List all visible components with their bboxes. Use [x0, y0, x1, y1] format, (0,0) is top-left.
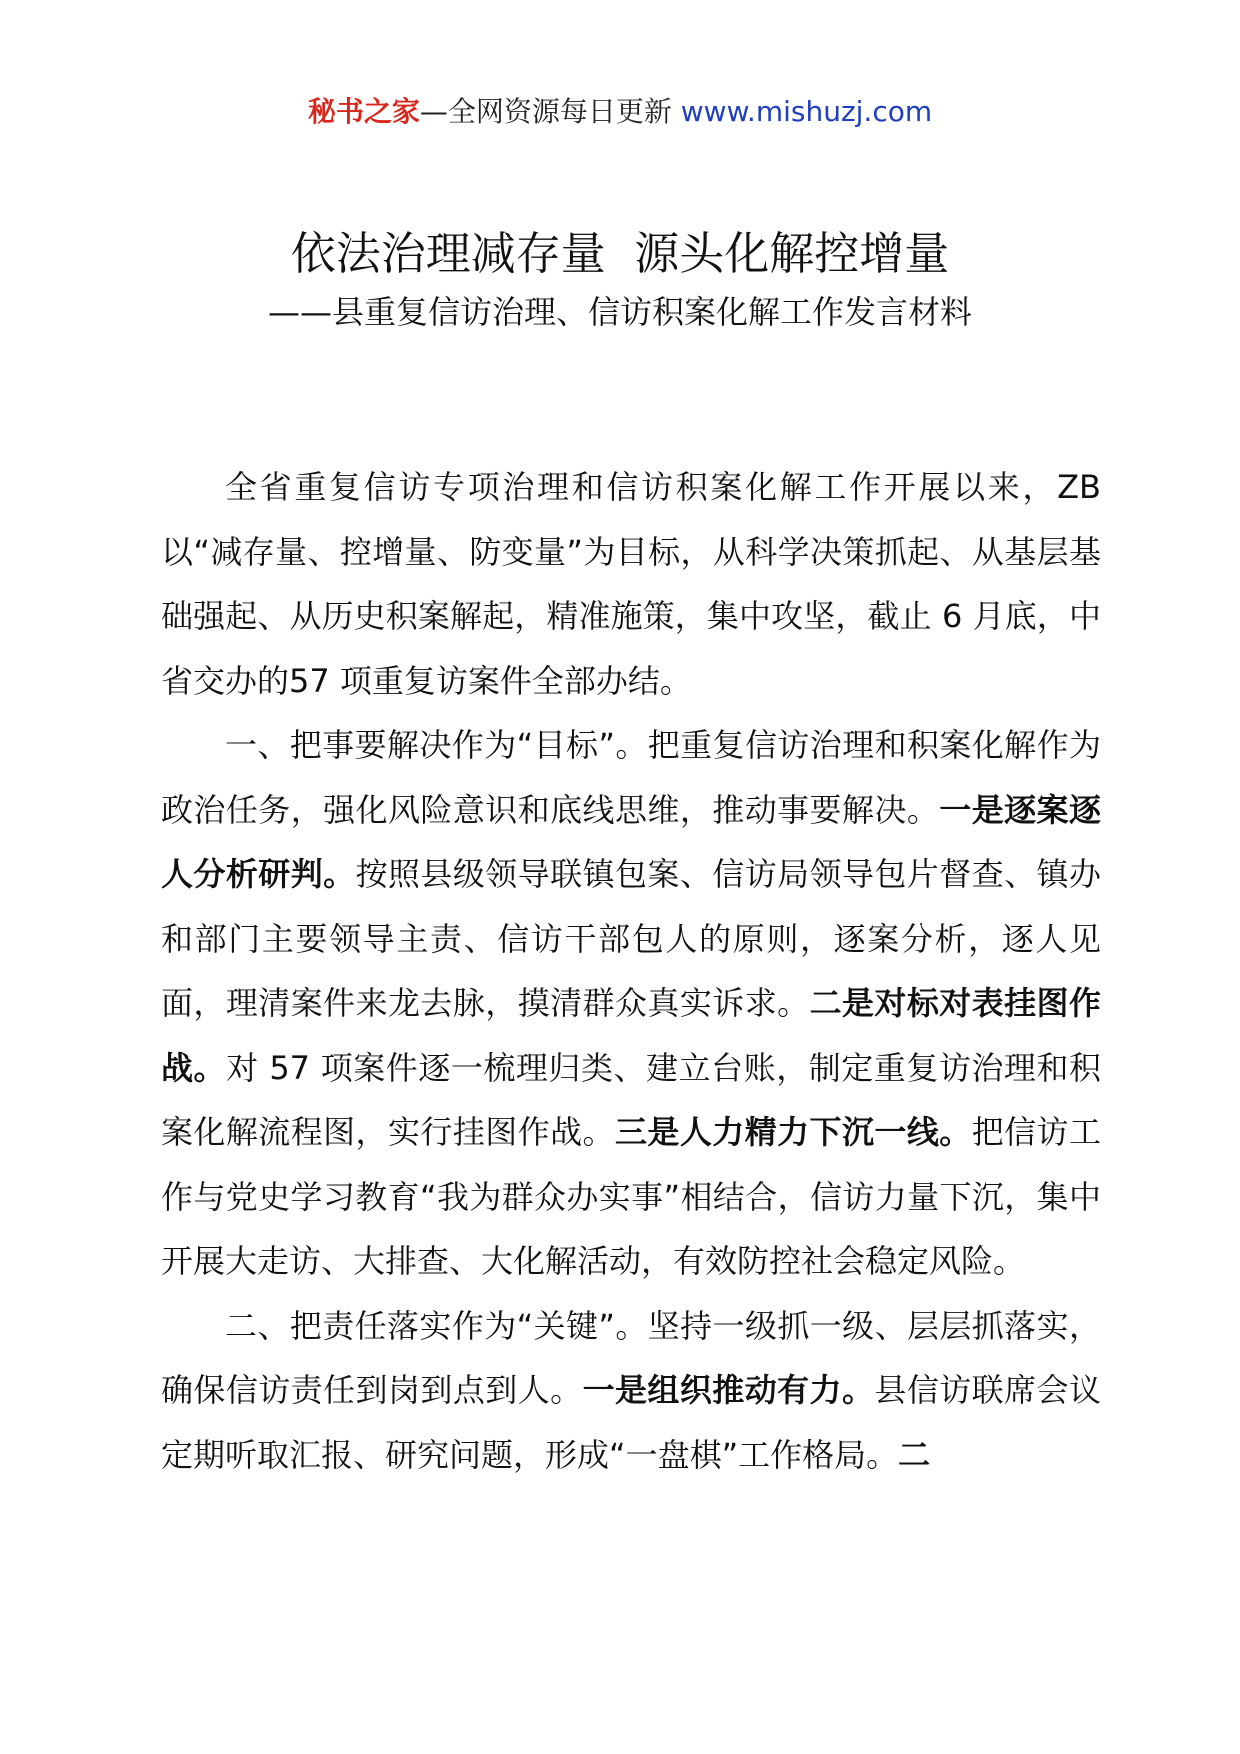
paragraph-text: 对 57 项案件逐一梳理归类、建立台账，制定重复访治理和积案化解流程图，实行挂图作战。 — [161, 1048, 1101, 1151]
site-url-link[interactable]: www.mishuzj.com — [680, 95, 933, 128]
paragraph-section-two — [161, 1294, 1101, 1488]
paragraph-text: 全省重复信访专项治理和信访积案化解工作开展以来，ZB以“减存量、控增量、防变量”为目标，从科学决策抓起、从基层基础强起、从历史积案解起，精准施策，集中攻坚，截止 6 月底，中省交办的57 项重复访案件全部办结。 — [161, 468, 1101, 700]
site-header — [0, 88, 1240, 136]
paragraph-text: 二、把责任落实作为“关键”。坚持一级抓一级、层层抓落实，确保信访责任到岗到点到人。 — [161, 1306, 1101, 1409]
paragraph-text: 一、把事要解决作为“目标”。把重复信访治理和积案化解作为政治任务，强化风险意识和底线思维，推动事要解决。 — [161, 726, 1101, 829]
bold-point: 一是逐案逐人分析研判。 — [161, 790, 1101, 893]
paragraph-text: 县信访联席会议定期听取汇报、研究问题，形成“一盘棋”工作格局。 — [161, 1371, 1101, 1474]
bold-point: 三是人力精力下沉一线。 — [614, 1113, 972, 1151]
bold-point: 二是对标对表挂图作战。 — [161, 984, 1101, 1087]
paragraph-text: 按照县级领导联镇包案、信访局领导包片督查、镇办和部门主要领导主责、信访干部包人的原则，逐案分析，逐人见面，理清案件来龙去脉，摸清群众真实诉求。 — [161, 855, 1101, 1022]
paragraph-section-one — [161, 713, 1101, 1294]
paragraph-intro — [161, 455, 1101, 713]
bold-point: 二 — [898, 1435, 931, 1474]
site-tagline: —全网资源每日更新 — [419, 95, 681, 128]
paragraph-text: 把信访工作与党史学习教育“我为群众办实事”相结合，信访力量下沉，集中开展大走访、大排查、大化解活动，有效防控社会稳定风险。 — [161, 1113, 1101, 1280]
site-brand: 秘书之家 — [307, 95, 420, 128]
document-body — [161, 455, 1101, 1487]
document-title: 依法治理减存量 源头化解控增量 — [290, 227, 950, 280]
document-subtitle: ——县重复信访治理、信访积案化解工作发言材料 — [267, 293, 972, 331]
bold-point: 一是组织推动有力。 — [582, 1371, 875, 1409]
